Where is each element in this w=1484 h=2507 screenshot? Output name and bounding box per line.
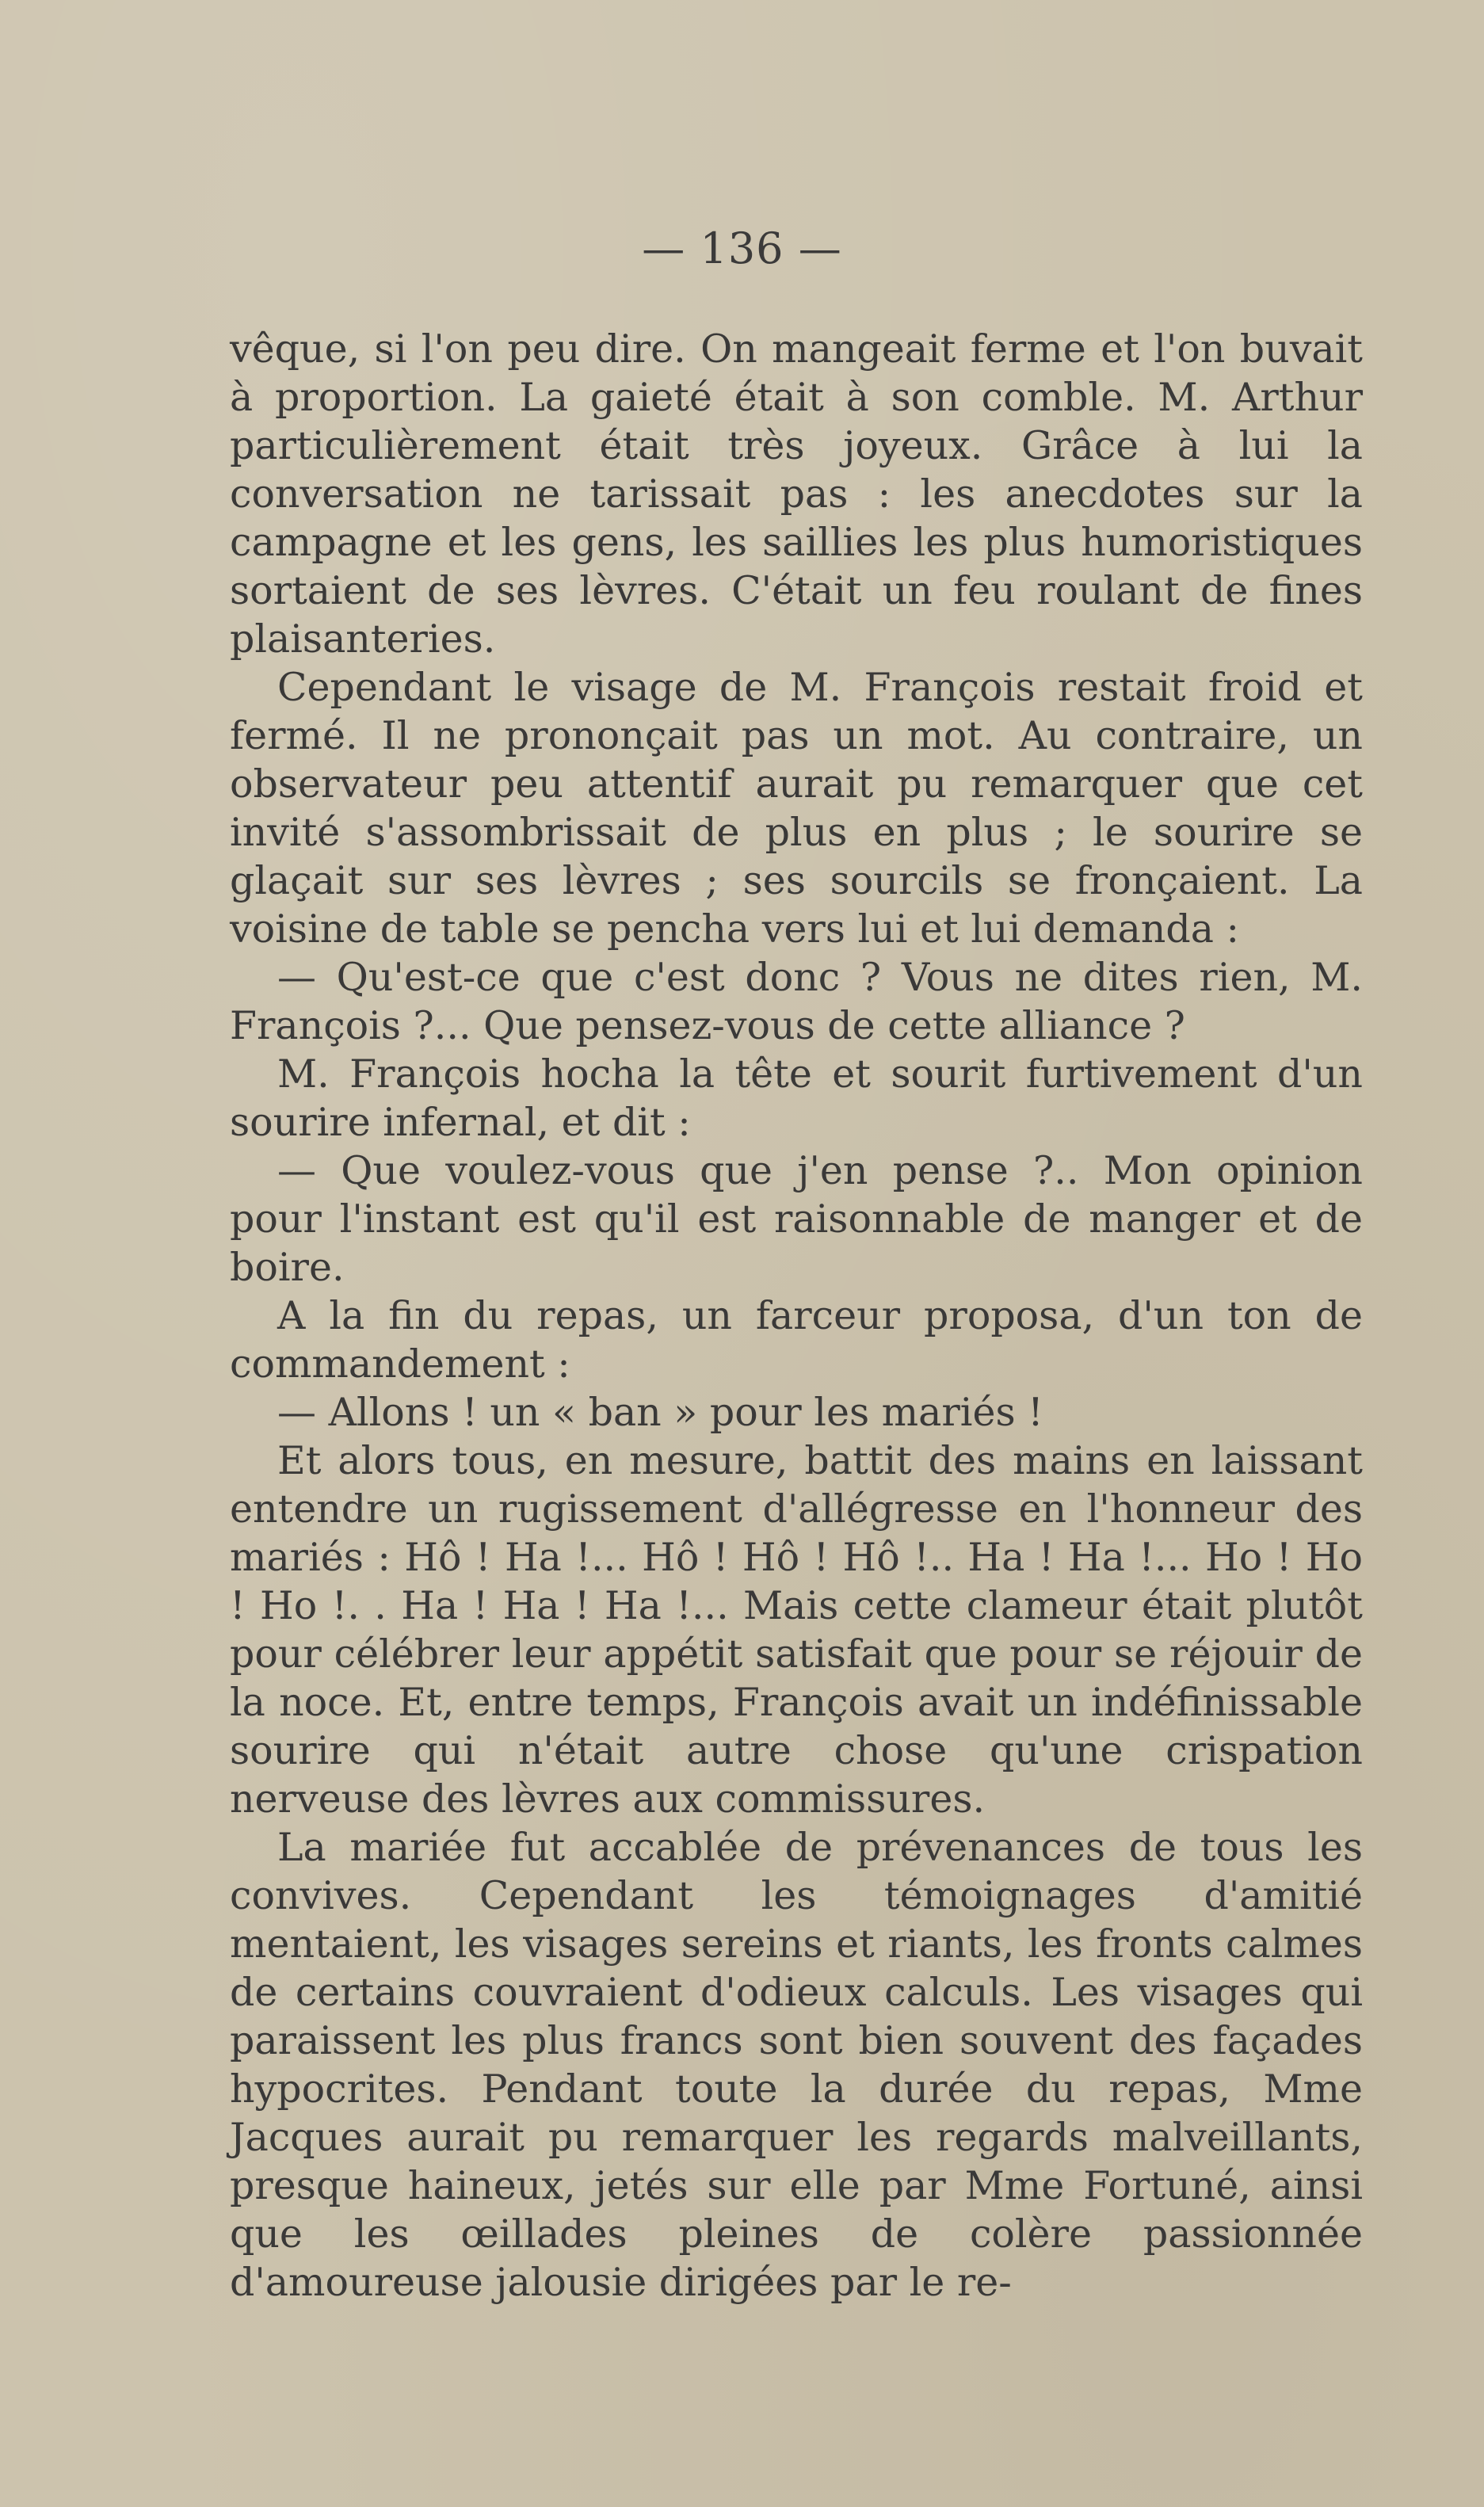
paragraph-8: Et alors tous, en mesure, battit des mains en laissant entendre un rugissement d'allégresse en l'honneur des mariés : Hô ! Ha !... Hô ! Hô ! Hô !.. Ha ! Ha !... Ho ! Ho ! Ho !. . Ha ! Ha ! Ha !... Mais cette clameur était plutôt pour célébrer leur appétit satisfait que pour se réjouir de la noce. Et, entre temps, François avait un indéfinissable sourire qui n'était autre chose qu'une crispation nerveuse des lèvres aux commissures. bbox=[230, 1438, 1363, 1822]
paragraph-3: — Qu'est-ce que c'est donc ? Vous ne dites rien, M. François ?... Que pensez-vous de cette alliance ? bbox=[230, 955, 1363, 1048]
paragraph-2: Cependant le visage de M. François restait froid et fermé. Il ne prononçait pas un mot. Au contraire, un observateur peu attentif aurait pu remarquer que cet invité s'assombrissait de plus en plus ; le sourire se glaçait sur ses lèvres ; ses sourcils se fronçaient. La voisine de table se pencha vers lui et lui demanda : bbox=[230, 665, 1363, 952]
paragraph-7: — Allons ! un « ban » pour les mariés ! bbox=[277, 1390, 1043, 1435]
body-text bbox=[230, 325, 1363, 2307]
paragraph-5: — Que voulez-vous que j'en pense ?.. Mon opinion pour l'instant est qu'il est raisonnable de manger et de boire. bbox=[230, 1148, 1363, 1290]
paragraph-1: vêque, si l'on peu dire. On mangeait ferme et l'on buvait à proportion. La gaieté était à son comble. M. Arthur particulièrement était très joyeux. Grâce à lui la conversation ne tarissait pas : les anecdotes sur la campagne et les gens, les saillies les plus humoristiques sortaient de ses lèvres. C'était un feu roulant de fines plaisanteries. bbox=[230, 326, 1363, 662]
paragraph-6: A la fin du repas, un farceur proposa, d'un ton de commandement : bbox=[230, 1293, 1363, 1387]
paragraph-9: La mariée fut accablée de prévenances de tous les convives. Cependant les témoignages d'amitié mentaient, les visages sereins et riants, les fronts calmes de certains couvraient d'odieux calculs. Les visages qui paraissent les plus francs sont bien souvent des façades hypocrites. Pendant toute la durée du repas, Mme Jacques aurait pu remarquer les regards malveillants, presque haineux, jetés sur elle par Mme Fortuné, ainsi que les œillades pleines de colère passionnée d'amoureuse jalousie dirigées par le re- bbox=[230, 1825, 1363, 2305]
page-number: — 136 — bbox=[642, 223, 842, 273]
paragraph-4: M. François hocha la tête et sourit furtivement d'un sourire infernal, et dit : bbox=[230, 1051, 1363, 1145]
